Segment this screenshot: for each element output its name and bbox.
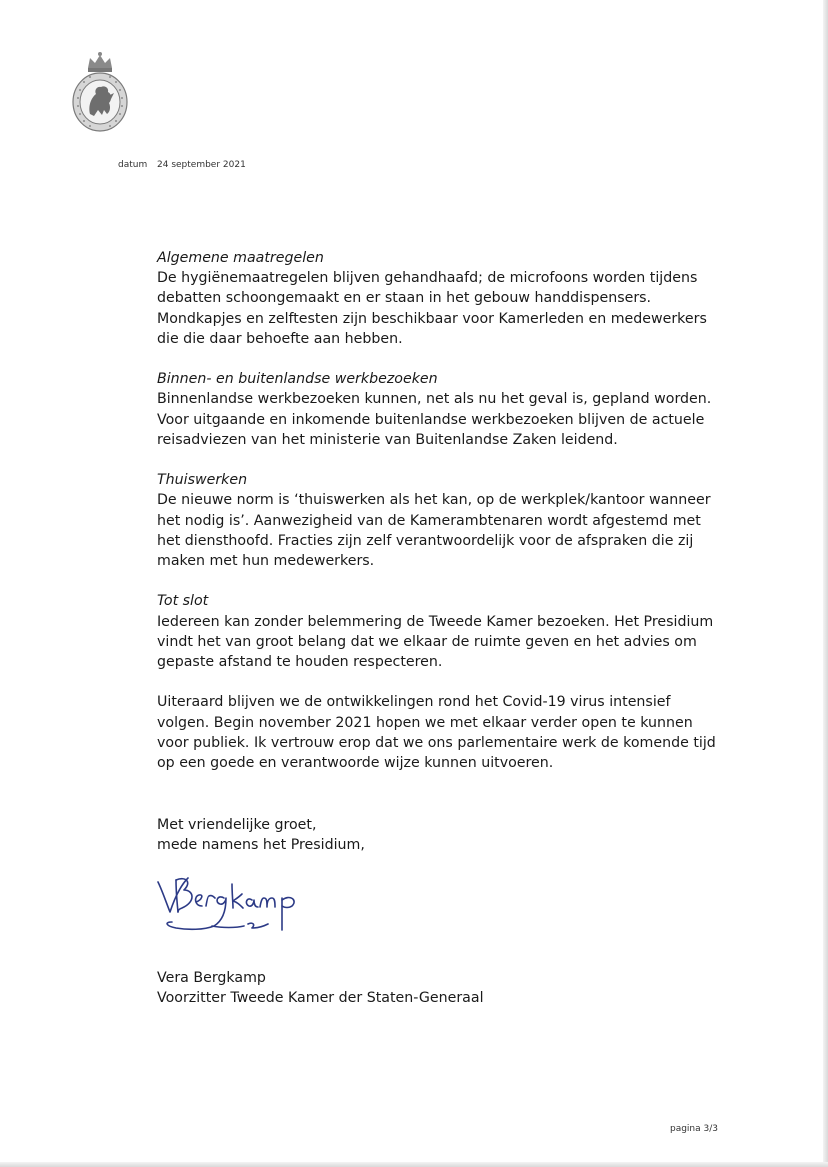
body-line: Mondkapjes en zelftesten zijn beschikbaar voor Kamerleden en medewerkers <box>157 310 707 327</box>
signatory-title: Voorzitter Tweede Kamer der Staten-Generaal <box>157 990 484 1007</box>
handwritten-signature <box>152 868 332 948</box>
section-work-visits <box>157 369 757 450</box>
body-line: maken met hun medewerkers. <box>157 553 375 570</box>
section-general-measures <box>157 248 757 349</box>
date-meta <box>118 160 246 170</box>
body-line: het diensthoofd. Fracties zijn zelf verantwoordelijk voor de afspraken die zij <box>157 532 694 549</box>
section-heading: Thuiswerken <box>157 472 248 489</box>
body-line: reisadviezen van het ministerie van Buitenlandse Zaken leidend. <box>157 431 618 448</box>
page-edge-shadow-bottom <box>0 1162 828 1167</box>
body-line: Binnenlandse werkbezoeken kunnen, net als nu het geval is, gepland worden. <box>157 391 712 408</box>
body-line: debatten schoongemaakt en er staan in het gebouw handdispensers. <box>157 290 652 307</box>
closing-line: Met vriendelijke groet, <box>157 817 317 834</box>
section-heading: Tot slot <box>157 593 209 610</box>
body-line: vindt het van groot belang dat we elkaar de ruimte geven en het advies om <box>157 633 697 650</box>
date-label: datum <box>118 160 148 170</box>
section-finally <box>157 591 757 672</box>
section-outlook <box>157 692 757 773</box>
body-line: het nodig is’. Aanwezigheid van de Kamerambtenaren wordt afgestemd met <box>157 512 701 529</box>
body-line: volgen. Begin november 2021 hopen we met elkaar verder open te kunnen <box>157 714 693 731</box>
body-line: Iedereen kan zonder belemmering de Tweede Kamer bezoeken. Het Presidium <box>157 613 714 630</box>
body-line: voor publiek. Ik vertrouw erop dat we ons parlementaire werk de komende tijd <box>157 734 716 751</box>
letter-body <box>157 248 757 856</box>
body-line: De hygiënemaatregelen blijven gehandhaafd; de microfoons worden tijdens <box>157 270 698 287</box>
coat-of-arms-emblem-icon <box>70 50 130 134</box>
section-working-from-home <box>157 470 757 571</box>
signatory-name: Vera Bergkamp <box>157 970 266 986</box>
body-line: gepaste afstand te houden respecteren. <box>157 654 443 671</box>
body-line: Voor uitgaande en inkomende buitenlandse werkbezoeken blijven de actuele <box>157 411 705 428</box>
section-heading: Binnen- en buitenlandse werkbezoeken <box>157 371 438 388</box>
body-line: De nieuwe norm is ‘thuiswerken als het kan, op de werkplek/kantoor wanneer <box>157 492 711 509</box>
body-line: Uiteraard blijven we de ontwikkelingen rond het Covid-19 virus intensief <box>157 694 671 711</box>
signatory-block <box>157 968 484 1008</box>
closing-line: mede namens het Presidium, <box>157 837 365 854</box>
body-line: op een goede en verantwoorde wijze kunnen uitvoeren. <box>157 755 554 772</box>
closing-salutation <box>157 815 757 855</box>
page-number: pagina 3/3 <box>669 1124 718 1134</box>
body-line: die die daar behoefte aan hebben. <box>157 330 403 347</box>
page-edge-shadow-right <box>823 0 828 1167</box>
date-value: 24 september 2021 <box>157 160 246 170</box>
section-heading: Algemene maatregelen <box>157 250 324 266</box>
